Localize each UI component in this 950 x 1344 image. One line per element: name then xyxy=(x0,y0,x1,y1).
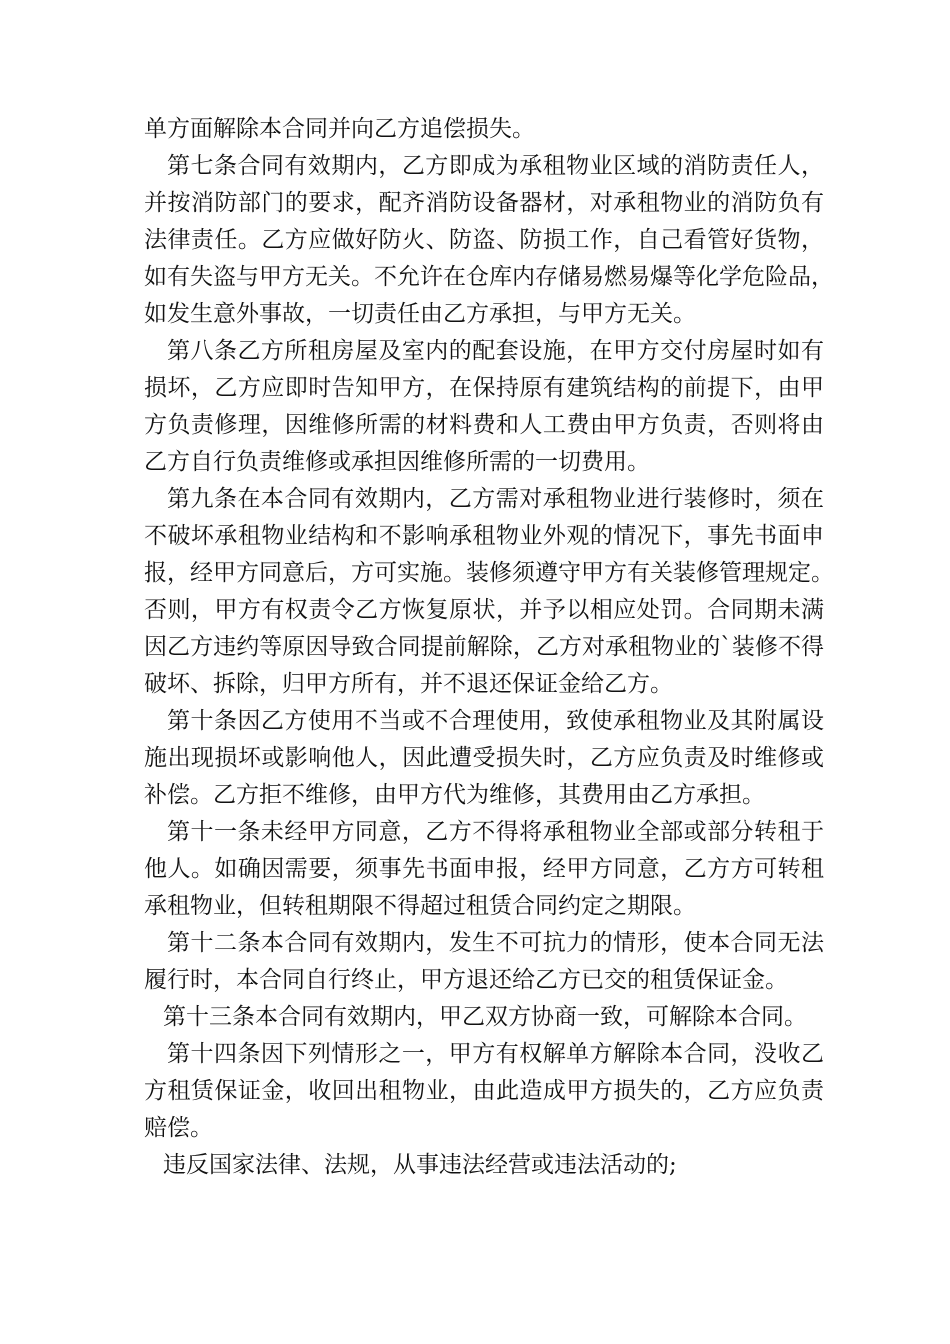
paragraph-article-13: 第十三条本合同有效期内，甲乙双方协商一致，可解除本合同。 xyxy=(163,1004,807,1030)
text-line: 施出现损坏或影响他人，因此遭受损失时，乙方应负责及时维修或 xyxy=(144,745,824,771)
text-line: 赔偿。 xyxy=(144,1115,213,1141)
text-line: 他人。如确因需要，须事先书面申报，经甲方同意，乙方方可转租 xyxy=(144,856,824,882)
list-item-violation: 违反国家法律、法规，从事违法经营或违法活动的; xyxy=(163,1152,677,1178)
text-line: 履行时，本合同自行终止，甲方退还给乙方已交的租赁保证金。 xyxy=(144,967,788,993)
text-line: 单方面解除本合同并向乙方追偿损失。 xyxy=(144,116,535,142)
paragraph-article-11-start: 第十一条未经甲方同意，乙方不得将承租物业全部或部分转租于 xyxy=(167,819,824,845)
text-line: 损坏，乙方应即时告知甲方，在保持原有建筑结构的前提下，由甲 xyxy=(144,375,824,401)
text-line: 补偿。乙方拒不维修，由甲方代为维修，其费用由乙方承担。 xyxy=(144,782,765,808)
text-line: 否则，甲方有权责令乙方恢复原状，并予以相应处罚。合同期未满 xyxy=(144,597,824,623)
text-line: 方负责修理，因维修所需的材料费和人工费由甲方负责，否则将由 xyxy=(144,412,824,438)
paragraph-article-9-start: 第九条在本合同有效期内，乙方需对承租物业进行装修时，须在 xyxy=(167,486,824,512)
text-line: 破坏、拆除，归甲方所有，并不退还保证金给乙方。 xyxy=(144,671,673,697)
paragraph-article-7-start: 第七条合同有效期内，乙方即成为承租物业区域的消防责任人， xyxy=(167,153,824,179)
text-line: 不破坏承租物业结构和不影响承租物业外观的情况下，事先书面申 xyxy=(144,523,824,549)
text-line: 如发生意外事故，一切责任由乙方承担，与甲方无关。 xyxy=(144,301,696,327)
paragraph-article-10-start: 第十条因乙方使用不当或不合理使用，致使承租物业及其附属设 xyxy=(167,708,824,734)
text-line: 报，经甲方同意后，方可实施。装修须遵守甲方有关装修管理规定。 xyxy=(144,560,834,586)
text-line: 乙方自行负责维修或承担因维修所需的一切费用。 xyxy=(144,449,650,475)
paragraph-article-8-start: 第八条乙方所租房屋及室内的配套设施，在甲方交付房屋时如有 xyxy=(167,338,824,364)
text-line: 法律责任。乙方应做好防火、防盗、防损工作，自己看管好货物， xyxy=(144,227,824,253)
text-line: 承租物业，但转租期限不得超过租赁合同约定之期限。 xyxy=(144,893,696,919)
text-line: 如有失盗与甲方无关。不允许在仓库内存储易燃易爆等化学危险品， xyxy=(144,264,834,290)
text-line: 方租赁保证金，收回出租物业，由此造成甲方损失的，乙方应负责 xyxy=(144,1078,824,1104)
text-line: 并按消防部门的要求，配齐消防设备器材，对承租物业的消防负有 xyxy=(144,190,824,216)
paragraph-article-14-start: 第十四条因下列情形之一，甲方有权解单方解除本合同，没收乙 xyxy=(167,1041,824,1067)
text-line: 因乙方违约等原因导致合同提前解除，乙方对承租物业的`装修不得 xyxy=(144,634,824,660)
document-body xyxy=(144,111,834,1184)
paragraph-article-12-start: 第十二条本合同有效期内，发生不可抗力的情形，使本合同无法 xyxy=(167,930,824,956)
